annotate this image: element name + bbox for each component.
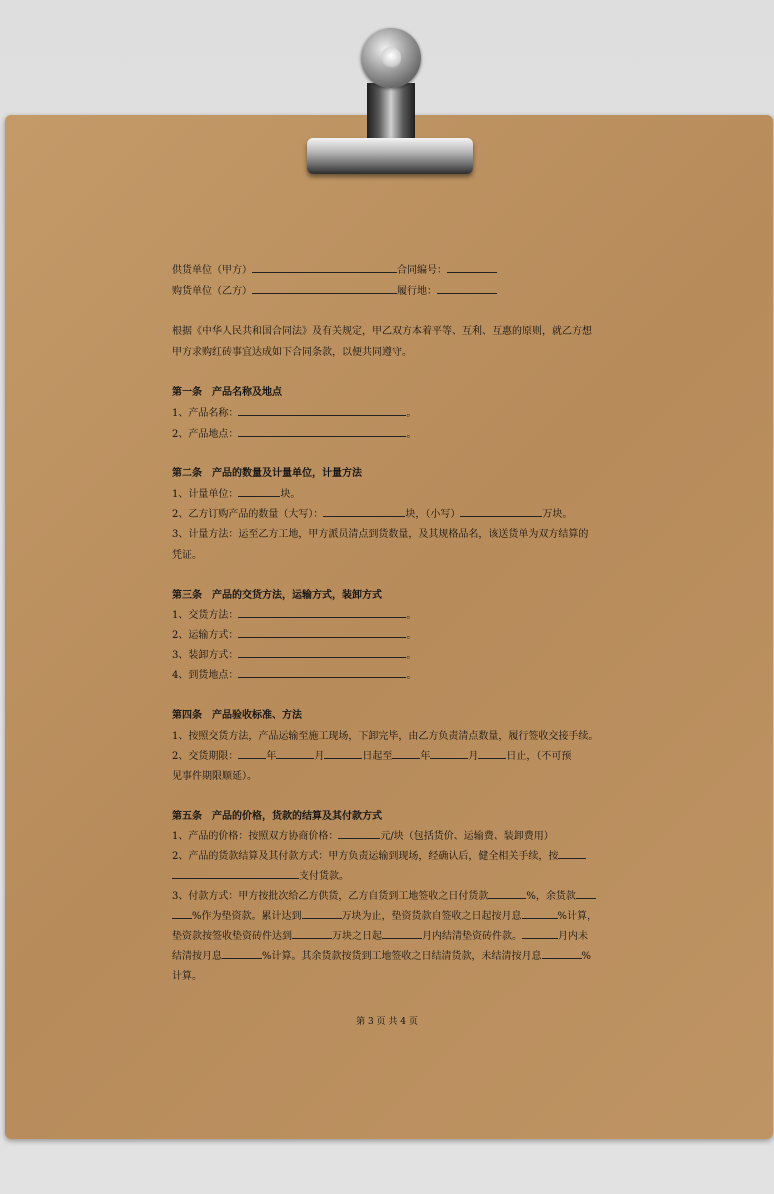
quantity-lower-blank bbox=[460, 505, 542, 517]
payment-text: 垫资款按签收垫资砖件达到 bbox=[172, 931, 292, 942]
quantity-middle: 块，（小写） bbox=[405, 509, 461, 520]
supplier-blank bbox=[252, 261, 397, 273]
settlement-blank bbox=[558, 847, 586, 859]
unit-label: 1、计量单位： bbox=[172, 489, 239, 500]
payment-row-2 bbox=[172, 906, 597, 927]
transport-blank bbox=[238, 626, 406, 638]
payment-row-3 bbox=[172, 926, 588, 947]
period: 。 bbox=[406, 670, 417, 681]
payment-row-4 bbox=[172, 946, 591, 967]
transport-row bbox=[172, 625, 416, 646]
months-blank bbox=[382, 927, 422, 939]
settlement-suffix: 支付货款。 bbox=[299, 871, 349, 882]
delivery-method-row bbox=[172, 605, 416, 626]
start-month-blank bbox=[276, 747, 314, 759]
payment-text: 月内未 bbox=[558, 931, 588, 942]
binder-clip-icon bbox=[305, 28, 475, 178]
clip-hole bbox=[381, 47, 401, 69]
price-suffix: 元/块（包括货价、运输费、装卸费用） bbox=[380, 831, 554, 842]
unit-suffix: 块。 bbox=[280, 489, 301, 500]
months-blank-2 bbox=[522, 927, 558, 939]
unit-row bbox=[172, 484, 300, 505]
product-name-label: 1、产品名称： bbox=[172, 408, 239, 419]
year-text: 年 bbox=[266, 751, 277, 762]
article-4-title: 第四条 产品验收标准、方法 bbox=[172, 710, 302, 721]
payment-text: 结清按月息 bbox=[172, 951, 222, 962]
loading-blank bbox=[238, 646, 406, 658]
payment-text: 3、付款方式：甲方按批次给乙方供货，乙方自货到工地签收之日付货款 bbox=[172, 891, 489, 902]
quantity-row bbox=[172, 504, 572, 525]
bricks-blank bbox=[292, 927, 332, 939]
period: 。 bbox=[406, 610, 417, 621]
day-end-text: 日止，（不可预 bbox=[506, 751, 572, 762]
arrival-blank bbox=[238, 666, 406, 678]
payment-text: %计算， bbox=[557, 911, 598, 922]
start-day-blank bbox=[324, 747, 362, 759]
method-line: 3、计量方法：运至乙方工地，甲方派员清点到货数量，及其规格品名，该送货单为双方结算的 bbox=[172, 529, 589, 540]
clip-bar bbox=[307, 138, 473, 174]
month-text: 月 bbox=[468, 751, 479, 762]
product-place-row bbox=[172, 424, 416, 445]
preamble-line: 根据《中华人民共和国合同法》及有关规定，甲乙双方本着平等、互利、互惠的原则，就乙方想 bbox=[172, 326, 592, 337]
payment-text: 月内结清垫资砖件款。 bbox=[422, 931, 522, 942]
balance-blank bbox=[576, 887, 596, 899]
page-footer: 第 3 页 共 4 页 bbox=[356, 1017, 418, 1027]
payment-text: %计算。其余货款按货到工地签收之日结清货款，未结清按月息 bbox=[262, 951, 542, 962]
settlement-text: 2、产品的货款结算及其付款方式：甲方负责运输到现场，经确认后，健全相关手续，按 bbox=[172, 851, 559, 862]
buyer-label: 购货单位（乙方） bbox=[172, 286, 252, 297]
first-payment-blank bbox=[488, 887, 526, 899]
product-name-blank bbox=[238, 404, 406, 416]
payment-row-1 bbox=[172, 886, 596, 907]
method-line: 凭证。 bbox=[172, 550, 202, 561]
article-2-title: 第二条 产品的数量及计量单位，计量方法 bbox=[172, 468, 362, 479]
settlement-row bbox=[172, 846, 586, 867]
quantity-suffix: 万块。 bbox=[542, 509, 573, 520]
end-year-blank bbox=[392, 747, 420, 759]
product-place-blank bbox=[238, 425, 406, 437]
balance-blank-2 bbox=[172, 907, 192, 919]
overdue-rate-blank bbox=[222, 947, 262, 959]
payment-text: 万块之日起 bbox=[332, 931, 382, 942]
contract-no-label: 合同编号： bbox=[397, 265, 447, 276]
delivery-period-row bbox=[172, 746, 571, 767]
quantity-upper-blank bbox=[323, 505, 405, 517]
article-5-title: 第五条 产品的价格，货款的结算及其付款方式 bbox=[172, 811, 382, 822]
payment-text: % bbox=[581, 951, 592, 962]
loading-label: 3、装卸方式： bbox=[172, 650, 239, 661]
article-1-title: 第一条 产品名称及地点 bbox=[172, 387, 282, 398]
settlement-blank-2 bbox=[172, 867, 299, 879]
payment-row-5: 计算。 bbox=[172, 971, 202, 982]
period: 。 bbox=[406, 650, 417, 661]
overdue-rate-blank-2 bbox=[542, 947, 582, 959]
place-label: 履行地： bbox=[397, 286, 437, 297]
quantity-label: 2、乙方订购产品的数量（大写）： bbox=[172, 509, 324, 520]
payment-text: %，余货款 bbox=[526, 891, 576, 902]
price-row bbox=[172, 826, 554, 847]
transport-label: 2、运输方式： bbox=[172, 630, 239, 641]
day-to-text: 日起至 bbox=[362, 751, 393, 762]
acceptance-line: 1、按照交货方法，产品运输至施工现场，下卸完毕，由乙方负责清点数量，履行签收交接手续。 bbox=[172, 731, 599, 742]
price-blank bbox=[338, 827, 380, 839]
end-month-blank bbox=[430, 747, 468, 759]
preamble-line: 甲方求购红砖事宜达成如下合同条款，以便共同遵守。 bbox=[172, 347, 412, 358]
period: 。 bbox=[406, 630, 417, 641]
arrival-row bbox=[172, 665, 416, 686]
payment-text: %作为垫资款。累计达到 bbox=[192, 911, 302, 922]
place-blank bbox=[437, 282, 497, 294]
loading-row bbox=[172, 645, 416, 666]
price-label: 1、产品的价格：按照双方协商价格： bbox=[172, 831, 339, 842]
product-place-label: 2、产品地点： bbox=[172, 429, 239, 440]
settlement-row-2 bbox=[172, 866, 349, 887]
supplier-row bbox=[172, 260, 497, 281]
accumulated-blank bbox=[302, 907, 342, 919]
delivery-method-label: 1、交货方法： bbox=[172, 610, 239, 621]
period: 。 bbox=[406, 429, 417, 440]
period: 。 bbox=[406, 408, 417, 419]
buyer-row bbox=[172, 281, 497, 302]
start-year-blank bbox=[238, 747, 266, 759]
supplier-label: 供货单位（甲方） bbox=[172, 265, 252, 276]
arrival-label: 4、到货地点： bbox=[172, 670, 239, 681]
year-text: 年 bbox=[420, 751, 431, 762]
product-name-row bbox=[172, 403, 416, 424]
buyer-blank bbox=[252, 282, 397, 294]
month-text: 月 bbox=[314, 751, 325, 762]
payment-text: 万块为止，垫资货款自签收之日起按月息 bbox=[341, 911, 522, 922]
article-3-title: 第三条 产品的交货方法，运输方式，装卸方式 bbox=[172, 590, 382, 601]
end-day-blank bbox=[478, 747, 506, 759]
unit-blank bbox=[238, 485, 280, 497]
force-majeure-line: 见事件期限顺延）。 bbox=[172, 771, 257, 782]
monthly-rate-blank bbox=[522, 907, 558, 919]
contract-no-blank bbox=[447, 261, 497, 273]
delivery-method-blank bbox=[238, 606, 406, 618]
delivery-period-label: 2、交货期限： bbox=[172, 751, 239, 762]
